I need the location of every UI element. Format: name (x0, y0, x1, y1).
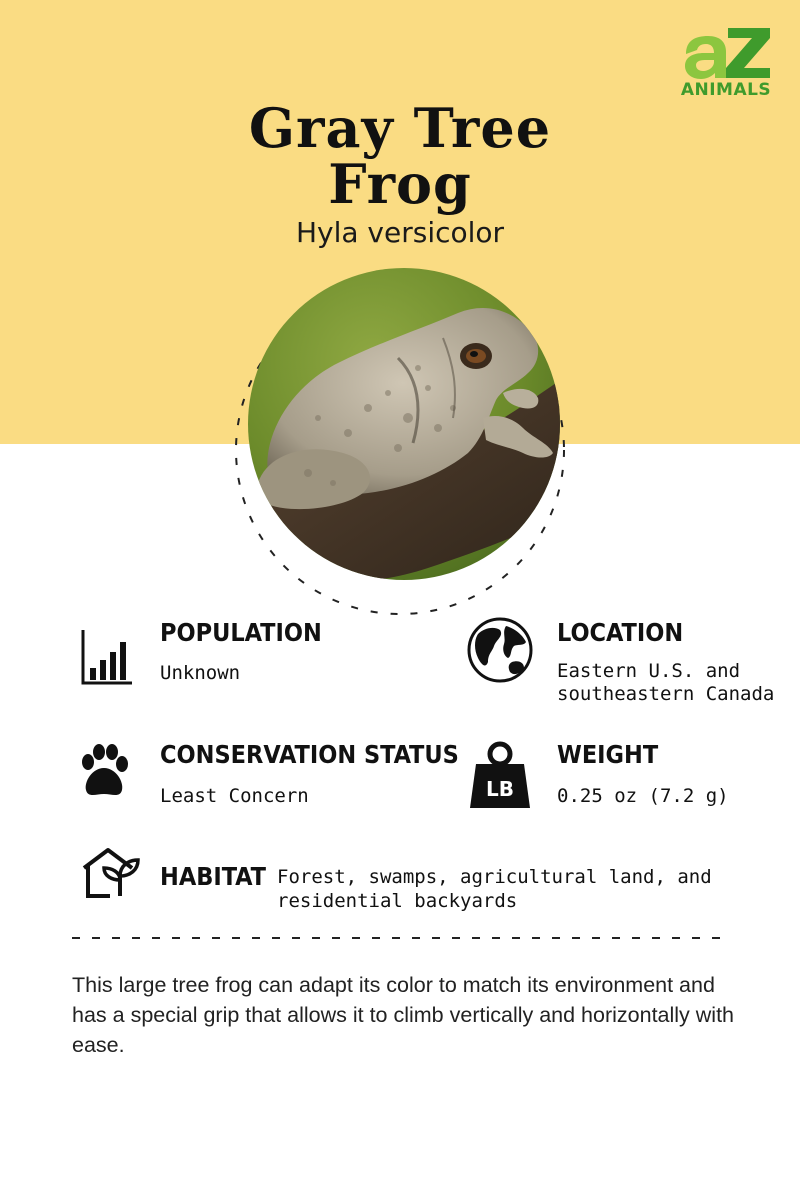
section-divider (72, 937, 730, 939)
conservation-value: Least Concern (160, 785, 309, 807)
page-title (140, 96, 660, 216)
weight-icon (468, 740, 532, 810)
location-value-line-1: Eastern U.S. and (557, 660, 741, 682)
conservation-label: CONSERVATION STATUS (160, 740, 459, 769)
frog-illustration (248, 268, 560, 580)
habitat-label: HABITAT (160, 862, 266, 891)
title-line-2: Frog (328, 152, 472, 216)
location-label: LOCATION (557, 618, 684, 647)
title-line-1: Gray Tree (248, 96, 552, 160)
weight-label: WEIGHT (557, 740, 659, 769)
frog-photo (248, 268, 560, 580)
logo-text: ANIMALS (680, 80, 772, 100)
scientific-name: Hyla versicolor (295, 216, 505, 249)
population-label: POPULATION (160, 618, 322, 647)
weight-icon-text: LB (486, 777, 514, 801)
habitat-value-line-2: residential backyards (277, 890, 518, 912)
house-plant-icon (80, 846, 140, 900)
habitat-value-line-1: Forest, swamps, agricultural land, and (277, 866, 712, 888)
location-value-line-2: southeastern Canada (557, 683, 775, 705)
population-value: Unknown (160, 662, 241, 684)
bar-chart-icon (80, 630, 132, 686)
globe-icon (466, 616, 534, 684)
description-text: This large tree frog can adapt its color to match its environment and has a special grip that allows it to climb vertically and horizontally with ease. (72, 973, 735, 1057)
weight-value: 0.25 oz (7.2 g) (557, 785, 729, 807)
paw-icon (76, 744, 132, 800)
logo-mark (682, 24, 772, 80)
az-animals-logo[interactable] (676, 24, 776, 100)
